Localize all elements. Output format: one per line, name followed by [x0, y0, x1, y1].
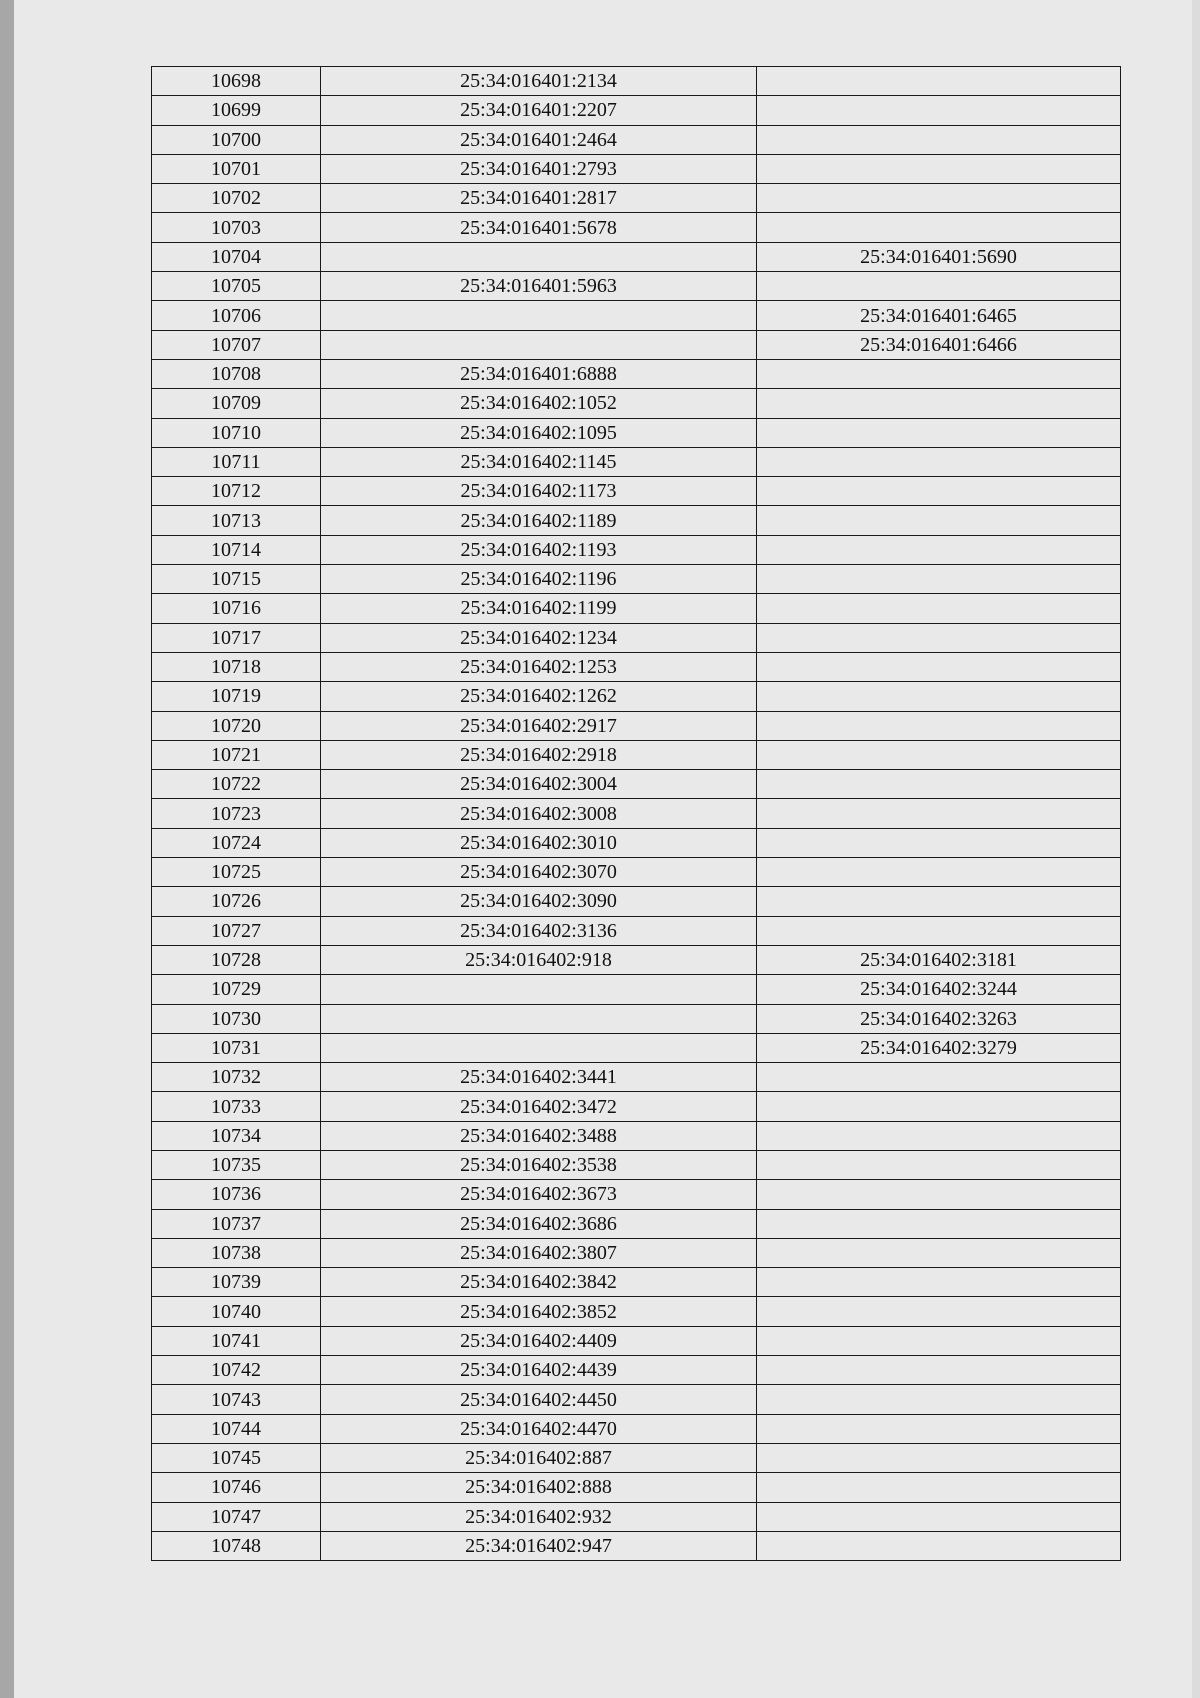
cadastral-number-cell: 25:34:016402:1196: [321, 565, 757, 594]
cadastral-number-alt-cell: [757, 770, 1121, 799]
cadastral-number-cell: 25:34:016401:2793: [321, 154, 757, 183]
row-number-cell: 10705: [152, 272, 321, 301]
row-number-cell: 10701: [152, 154, 321, 183]
cadastral-number-cell: 25:34:016402:4409: [321, 1326, 757, 1355]
row-number-cell: 10733: [152, 1092, 321, 1121]
row-number-cell: 10736: [152, 1180, 321, 1209]
table-row: [152, 96, 1121, 125]
cadastral-number-alt-cell: 25:34:016402:3263: [757, 1004, 1121, 1033]
cadastral-number-alt-cell: 25:34:016401:6466: [757, 330, 1121, 359]
cadastral-number-cell: 25:34:016402:932: [321, 1502, 757, 1531]
cadastral-number-alt-cell: [757, 1502, 1121, 1531]
table-row: [152, 565, 1121, 594]
table-row: [152, 1531, 1121, 1560]
cadastral-number-alt-cell: [757, 1414, 1121, 1443]
cadastral-number-alt-cell: [757, 828, 1121, 857]
cadastral-number-alt-cell: [757, 740, 1121, 769]
table-row: [152, 1473, 1121, 1502]
row-number-cell: 10719: [152, 682, 321, 711]
table-row: [152, 1326, 1121, 1355]
row-number-cell: 10745: [152, 1443, 321, 1472]
row-number-cell: 10713: [152, 506, 321, 535]
row-number-cell: 10728: [152, 945, 321, 974]
row-number-cell: 10735: [152, 1150, 321, 1179]
row-number-cell: 10714: [152, 535, 321, 564]
cadastral-number-alt-cell: [757, 1356, 1121, 1385]
cadastral-number-cell: [321, 1004, 757, 1033]
row-number-cell: 10742: [152, 1356, 321, 1385]
cadastral-number-alt-cell: [757, 67, 1121, 96]
table-row: [152, 301, 1121, 330]
cadastral-number-cell: 25:34:016402:1052: [321, 389, 757, 418]
cadastral-number-alt-cell: [757, 1063, 1121, 1092]
table-row: [152, 242, 1121, 271]
cadastral-number-cell: 25:34:016402:2918: [321, 740, 757, 769]
table-row: [152, 1121, 1121, 1150]
row-number-cell: 10741: [152, 1326, 321, 1355]
cadastral-number-alt-cell: [757, 418, 1121, 447]
cadastral-number-cell: 25:34:016402:1145: [321, 447, 757, 476]
table-row: [152, 125, 1121, 154]
table-row: [152, 1297, 1121, 1326]
row-number-cell: 10715: [152, 565, 321, 594]
table-row: [152, 711, 1121, 740]
table-row: [152, 447, 1121, 476]
cadastral-number-alt-cell: [757, 565, 1121, 594]
row-number-cell: 10717: [152, 623, 321, 652]
table-row: [152, 828, 1121, 857]
cadastral-number-cell: 25:34:016402:1253: [321, 652, 757, 681]
cadastral-number-cell: 25:34:016402:1234: [321, 623, 757, 652]
row-number-cell: 10710: [152, 418, 321, 447]
cadastral-number-cell: 25:34:016402:4470: [321, 1414, 757, 1443]
table-row: [152, 1443, 1121, 1472]
cadastral-number-cell: 25:34:016402:3136: [321, 916, 757, 945]
table-row: [152, 154, 1121, 183]
cadastral-number-alt-cell: [757, 1326, 1121, 1355]
cadastral-number-alt-cell: [757, 1092, 1121, 1121]
row-number-cell: 10724: [152, 828, 321, 857]
cadastral-number-alt-cell: [757, 1531, 1121, 1560]
row-number-cell: 10746: [152, 1473, 321, 1502]
row-number-cell: 10737: [152, 1209, 321, 1238]
table-row: [152, 1180, 1121, 1209]
cadastral-number-cell: 25:34:016402:3090: [321, 887, 757, 916]
table-row: [152, 945, 1121, 974]
cadastral-number-cell: 25:34:016401:2464: [321, 125, 757, 154]
table-row: [152, 389, 1121, 418]
table-row: [152, 184, 1121, 213]
row-number-cell: 10706: [152, 301, 321, 330]
cadastral-number-cell: 25:34:016402:3538: [321, 1150, 757, 1179]
row-number-cell: 10703: [152, 213, 321, 242]
row-number-cell: 10700: [152, 125, 321, 154]
cadastral-number-alt-cell: [757, 154, 1121, 183]
table-row: [152, 1414, 1121, 1443]
table-row: [152, 682, 1121, 711]
cadastral-number-cell: 25:34:016402:888: [321, 1473, 757, 1502]
cadastral-number-alt-cell: [757, 272, 1121, 301]
cadastral-number-alt-cell: [757, 799, 1121, 828]
table-row: [152, 1238, 1121, 1267]
table-row: [152, 1092, 1121, 1121]
cadastral-number-alt-cell: [757, 1268, 1121, 1297]
cadastral-number-alt-cell: [757, 887, 1121, 916]
cadastral-number-alt-cell: 25:34:016401:5690: [757, 242, 1121, 271]
row-number-cell: 10711: [152, 447, 321, 476]
row-number-cell: 10723: [152, 799, 321, 828]
row-number-cell: 10704: [152, 242, 321, 271]
row-number-cell: 10739: [152, 1268, 321, 1297]
cadastral-number-cell: 25:34:016402:2917: [321, 711, 757, 740]
cadastral-table: [151, 66, 1121, 1561]
row-number-cell: 10707: [152, 330, 321, 359]
cadastral-number-alt-cell: [757, 623, 1121, 652]
row-number-cell: 10699: [152, 96, 321, 125]
cadastral-number-alt-cell: [757, 652, 1121, 681]
row-number-cell: 10725: [152, 858, 321, 887]
cadastral-number-alt-cell: 25:34:016402:3244: [757, 975, 1121, 1004]
table-row: [152, 213, 1121, 242]
cadastral-number-alt-cell: 25:34:016402:3181: [757, 945, 1121, 974]
table-row: [152, 330, 1121, 359]
row-number-cell: 10716: [152, 594, 321, 623]
cadastral-number-cell: 25:34:016402:887: [321, 1443, 757, 1472]
cadastral-number-cell: 25:34:016402:1199: [321, 594, 757, 623]
cadastral-number-alt-cell: [757, 184, 1121, 213]
table-row: [152, 1385, 1121, 1414]
cadastral-number-cell: 25:34:016402:4450: [321, 1385, 757, 1414]
cadastral-number-alt-cell: [757, 359, 1121, 388]
cadastral-number-alt-cell: [757, 535, 1121, 564]
cadastral-number-alt-cell: 25:34:016401:6465: [757, 301, 1121, 330]
cadastral-number-alt-cell: [757, 1180, 1121, 1209]
cadastral-number-alt-cell: [757, 1473, 1121, 1502]
cadastral-number-cell: 25:34:016401:2817: [321, 184, 757, 213]
cadastral-number-alt-cell: [757, 389, 1121, 418]
scan-edge-right: [1192, 0, 1200, 1698]
table-row: [152, 594, 1121, 623]
table-row: [152, 623, 1121, 652]
cadastral-number-cell: 25:34:016402:4439: [321, 1356, 757, 1385]
cadastral-number-alt-cell: [757, 1443, 1121, 1472]
row-number-cell: 10732: [152, 1063, 321, 1092]
table-row: [152, 535, 1121, 564]
table-row: [152, 975, 1121, 1004]
cadastral-number-alt-cell: [757, 1297, 1121, 1326]
cadastral-number-alt-cell: [757, 213, 1121, 242]
cadastral-number-alt-cell: [757, 447, 1121, 476]
table-row: [152, 1063, 1121, 1092]
cadastral-number-cell: 25:34:016402:3004: [321, 770, 757, 799]
row-number-cell: 10712: [152, 477, 321, 506]
cadastral-number-cell: 25:34:016401:2134: [321, 67, 757, 96]
table-row: [152, 1150, 1121, 1179]
row-number-cell: 10708: [152, 359, 321, 388]
cadastral-number-cell: 25:34:016402:3488: [321, 1121, 757, 1150]
row-number-cell: 10729: [152, 975, 321, 1004]
row-number-cell: 10726: [152, 887, 321, 916]
row-number-cell: 10720: [152, 711, 321, 740]
table-row: [152, 858, 1121, 887]
cadastral-number-alt-cell: [757, 1385, 1121, 1414]
cadastral-number-cell: 25:34:016402:3441: [321, 1063, 757, 1092]
cadastral-number-cell: 25:34:016402:3807: [321, 1238, 757, 1267]
table-row: [152, 887, 1121, 916]
row-number-cell: 10747: [152, 1502, 321, 1531]
row-number-cell: 10748: [152, 1531, 321, 1560]
table-row: [152, 418, 1121, 447]
cadastral-number-cell: 25:34:016402:918: [321, 945, 757, 974]
cadastral-number-cell: 25:34:016402:1095: [321, 418, 757, 447]
cadastral-number-cell: [321, 242, 757, 271]
cadastral-number-alt-cell: [757, 96, 1121, 125]
table-row: [152, 1356, 1121, 1385]
table-row: [152, 272, 1121, 301]
cadastral-number-alt-cell: [757, 682, 1121, 711]
table-row: [152, 1033, 1121, 1062]
table-row: [152, 1268, 1121, 1297]
table-row: [152, 770, 1121, 799]
cadastral-number-alt-cell: 25:34:016402:3279: [757, 1033, 1121, 1062]
cadastral-number-cell: 25:34:016402:3686: [321, 1209, 757, 1238]
row-number-cell: 10722: [152, 770, 321, 799]
cadastral-number-alt-cell: [757, 1238, 1121, 1267]
row-number-cell: 10727: [152, 916, 321, 945]
cadastral-number-cell: 25:34:016401:5678: [321, 213, 757, 242]
row-number-cell: 10731: [152, 1033, 321, 1062]
cadastral-number-cell: 25:34:016402:3010: [321, 828, 757, 857]
cadastral-number-cell: 25:34:016402:1173: [321, 477, 757, 506]
cadastral-number-cell: [321, 975, 757, 1004]
table-body: [152, 67, 1121, 1561]
row-number-cell: 10721: [152, 740, 321, 769]
cadastral-number-cell: 25:34:016402:3008: [321, 799, 757, 828]
cadastral-number-alt-cell: [757, 125, 1121, 154]
cadastral-number-alt-cell: [757, 1121, 1121, 1150]
table-row: [152, 740, 1121, 769]
cadastral-number-cell: 25:34:016402:1189: [321, 506, 757, 535]
row-number-cell: 10734: [152, 1121, 321, 1150]
row-number-cell: 10744: [152, 1414, 321, 1443]
cadastral-number-cell: 25:34:016402:3852: [321, 1297, 757, 1326]
cadastral-number-cell: [321, 1033, 757, 1062]
cadastral-number-cell: 25:34:016402:947: [321, 1531, 757, 1560]
cadastral-number-cell: 25:34:016402:1193: [321, 535, 757, 564]
cadastral-number-cell: [321, 301, 757, 330]
row-number-cell: 10740: [152, 1297, 321, 1326]
cadastral-number-cell: 25:34:016401:5963: [321, 272, 757, 301]
table-row: [152, 1004, 1121, 1033]
cadastral-number-cell: 25:34:016402:1262: [321, 682, 757, 711]
row-number-cell: 10702: [152, 184, 321, 213]
row-number-cell: 10730: [152, 1004, 321, 1033]
cadastral-number-cell: 25:34:016402:3673: [321, 1180, 757, 1209]
cadastral-number-cell: 25:34:016401:6888: [321, 359, 757, 388]
cadastral-number-cell: 25:34:016402:3472: [321, 1092, 757, 1121]
cadastral-number-alt-cell: [757, 1150, 1121, 1179]
table-row: [152, 652, 1121, 681]
row-number-cell: 10709: [152, 389, 321, 418]
row-number-cell: 10743: [152, 1385, 321, 1414]
cadastral-number-alt-cell: [757, 711, 1121, 740]
cadastral-number-cell: 25:34:016401:2207: [321, 96, 757, 125]
table-row: [152, 67, 1121, 96]
cadastral-number-alt-cell: [757, 916, 1121, 945]
table-row: [152, 1209, 1121, 1238]
table-row: [152, 799, 1121, 828]
cadastral-number-alt-cell: [757, 506, 1121, 535]
cadastral-number-alt-cell: [757, 594, 1121, 623]
row-number-cell: 10698: [152, 67, 321, 96]
cadastral-number-cell: 25:34:016402:3070: [321, 858, 757, 887]
table-row: [152, 359, 1121, 388]
row-number-cell: 10738: [152, 1238, 321, 1267]
cadastral-number-alt-cell: [757, 858, 1121, 887]
cadastral-number-cell: [321, 330, 757, 359]
table-row: [152, 916, 1121, 945]
row-number-cell: 10718: [152, 652, 321, 681]
scan-edge-left: [0, 0, 14, 1698]
table-row: [152, 1502, 1121, 1531]
cadastral-number-alt-cell: [757, 477, 1121, 506]
cadastral-number-cell: 25:34:016402:3842: [321, 1268, 757, 1297]
table-row: [152, 477, 1121, 506]
cadastral-number-alt-cell: [757, 1209, 1121, 1238]
table-row: [152, 506, 1121, 535]
